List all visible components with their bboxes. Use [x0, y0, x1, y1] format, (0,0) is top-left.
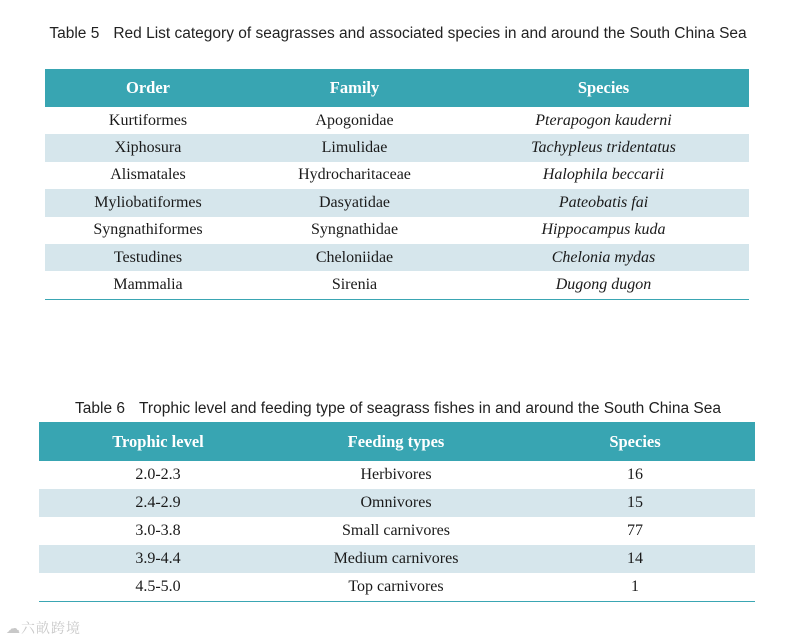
- table-header-row: [39, 422, 755, 461]
- family-cell: Syngnathidae: [310, 221, 399, 239]
- table-row: [39, 573, 755, 602]
- species-cell: Halophila beccarii: [542, 166, 665, 184]
- table-row: [45, 134, 749, 161]
- order-cell: Kurtiformes: [108, 111, 188, 129]
- table-row: [39, 517, 755, 545]
- trophic-level-cell: 3.9-4.4: [39, 545, 277, 573]
- column-header-family: Family: [251, 69, 458, 107]
- table5-caption-label: Table 5: [49, 25, 100, 42]
- table-row: [39, 489, 755, 517]
- order-cell: Syngnathiformes: [93, 221, 203, 239]
- order-cell: Mammalia: [113, 276, 183, 294]
- column-header-trophic-level: Trophic level: [39, 422, 277, 461]
- table-row: [45, 189, 749, 216]
- table6-caption-text: Trophic level and feeding type of seagrass fishes in and around the South China Sea: [139, 400, 721, 417]
- feeding-type-cell: Small carnivores: [342, 522, 450, 539]
- family-cell: Sirenia: [331, 276, 378, 294]
- family-cell: Hydrocharitaceae: [298, 166, 411, 184]
- table-header-row: [45, 69, 749, 107]
- order-cell: Alismatales: [110, 166, 186, 184]
- table-row: [39, 461, 755, 489]
- trophic-level-table: [39, 422, 755, 602]
- trophic-level-cell: 3.0-3.8: [135, 522, 181, 539]
- watermark-text: 六畝跨境: [21, 621, 81, 637]
- feeding-type-cell: Herbivores: [360, 466, 432, 483]
- family-cell: Dasyatidae: [251, 189, 458, 216]
- table6-caption: [40, 398, 756, 419]
- species-count-cell: 15: [515, 489, 755, 517]
- order-cell: Xiphosura: [45, 134, 251, 161]
- family-cell: Limulidae: [251, 134, 458, 161]
- trophic-level-cell: 2.0-2.3: [135, 466, 181, 483]
- feeding-type-cell: Top carnivores: [348, 578, 444, 595]
- species-cell: Pateobatis fai: [458, 189, 749, 216]
- table6-caption-label: Table 6: [75, 400, 126, 417]
- table-row: [45, 271, 749, 299]
- species-cell: Chelonia mydas: [458, 244, 749, 271]
- species-cell: Pterapogon kauderni: [535, 111, 672, 129]
- family-cell: Cheloniidae: [251, 244, 458, 271]
- watermark: [6, 618, 81, 638]
- table-row: [45, 107, 749, 134]
- table5-caption: [40, 23, 756, 44]
- table5-caption-text: Red List category of seagrasses and associated species in and around the South China Sea: [113, 25, 747, 42]
- order-cell: Testudines: [45, 244, 251, 271]
- species-count-cell: 1: [631, 578, 639, 595]
- table-row: [45, 162, 749, 189]
- column-header-species: Species: [458, 69, 749, 107]
- feeding-type-cell: Medium carnivores: [277, 545, 515, 573]
- family-cell: Apogonidae: [315, 111, 394, 129]
- watermark-icon: ☁: [6, 621, 21, 637]
- table-row: [45, 217, 749, 244]
- species-count-cell: 16: [627, 466, 643, 483]
- trophic-level-cell: 4.5-5.0: [135, 578, 181, 595]
- species-count-cell: 14: [515, 545, 755, 573]
- trophic-level-cell: 2.4-2.9: [39, 489, 277, 517]
- red-list-table: [45, 69, 749, 300]
- column-header-order: Order: [45, 69, 251, 107]
- table-row: [45, 244, 749, 271]
- species-count-cell: 77: [627, 522, 643, 539]
- table-row: [39, 545, 755, 573]
- species-cell: Hippocampus kuda: [541, 221, 666, 239]
- column-header-species: Species: [515, 422, 755, 461]
- column-header-feeding-types: Feeding types: [277, 422, 515, 461]
- order-cell: Myliobatiformes: [45, 189, 251, 216]
- species-cell: Dugong dugon: [555, 276, 652, 294]
- feeding-type-cell: Omnivores: [277, 489, 515, 517]
- species-cell: Tachypleus tridentatus: [458, 134, 749, 161]
